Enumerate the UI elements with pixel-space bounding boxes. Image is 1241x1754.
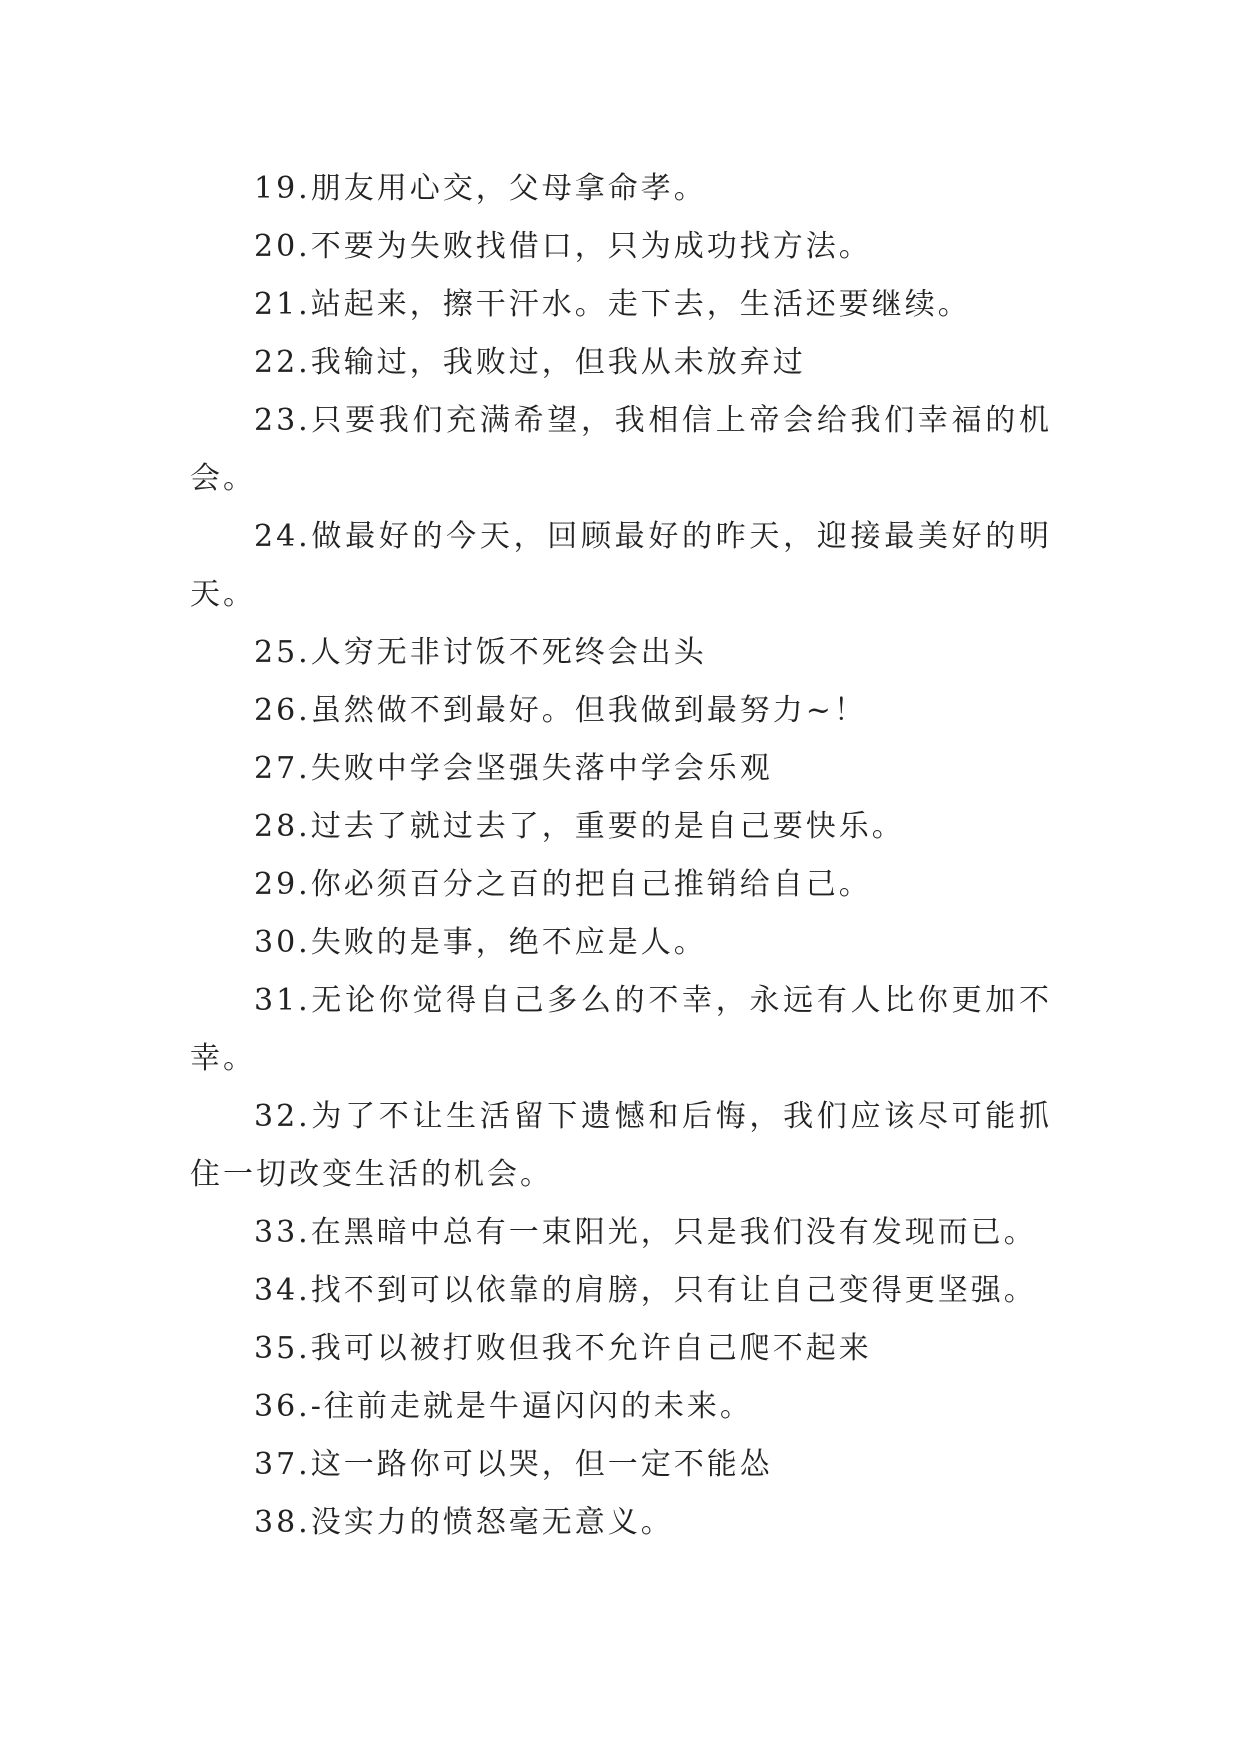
list-item: 27.失败中学会坚强失落中学会乐观 [254, 751, 773, 786]
list-item: 35.我可以被打败但我不允许自己爬不起来 [254, 1331, 872, 1366]
list-item: 28.过去了就过去了，重要的是自己要快乐。 [254, 809, 905, 844]
list-item: 34.找不到可以依靠的肩膀，只有让自己变得更坚强。 [254, 1273, 1037, 1308]
list-item: 37.这一路你可以哭，但一定不能怂 [254, 1447, 773, 1482]
list-item: 20.不要为失败找借口，只为成功找方法。 [254, 229, 872, 264]
list-item: 29.你必须百分之百的把自己推销给自己。 [254, 867, 872, 902]
list-item: 23.只要我们充满希望，我相信上帝会给我们幸福的机会。 [190, 403, 1052, 496]
list-item: 36.-往前走就是牛逼闪闪的未来。 [254, 1389, 753, 1424]
list-item: 31.无论你觉得自己多么的不幸，永远有人比你更加不幸。 [190, 983, 1052, 1076]
list-item: 22.我输过，我败过，但我从未放弃过 [254, 345, 806, 380]
list-item: 33.在黑暗中总有一束阳光，只是我们没有发现而已。 [254, 1215, 1037, 1250]
quote-list [190, 160, 1052, 1552]
list-item: 26.虽然做不到最好。但我做到最努力~！ [254, 693, 867, 728]
list-item: 19.朋友用心交，父母拿命孝。 [254, 171, 707, 206]
list-item: 30.失败的是事，绝不应是人。 [254, 925, 707, 960]
list-item: 32.为了不让生活留下遗憾和后悔，我们应该尽可能抓住一切改变生活的机会。 [190, 1099, 1052, 1192]
list-item: 25.人穷无非讨饭不死终会出头 [254, 635, 707, 670]
list-item: 24.做最好的今天，回顾最好的昨天，迎接最美好的明天。 [190, 519, 1052, 612]
list-item: 21.站起来，擦干汗水。走下去，生活还要继续。 [254, 287, 971, 322]
list-item: 38.没实力的愤怒毫无意义。 [254, 1505, 674, 1540]
